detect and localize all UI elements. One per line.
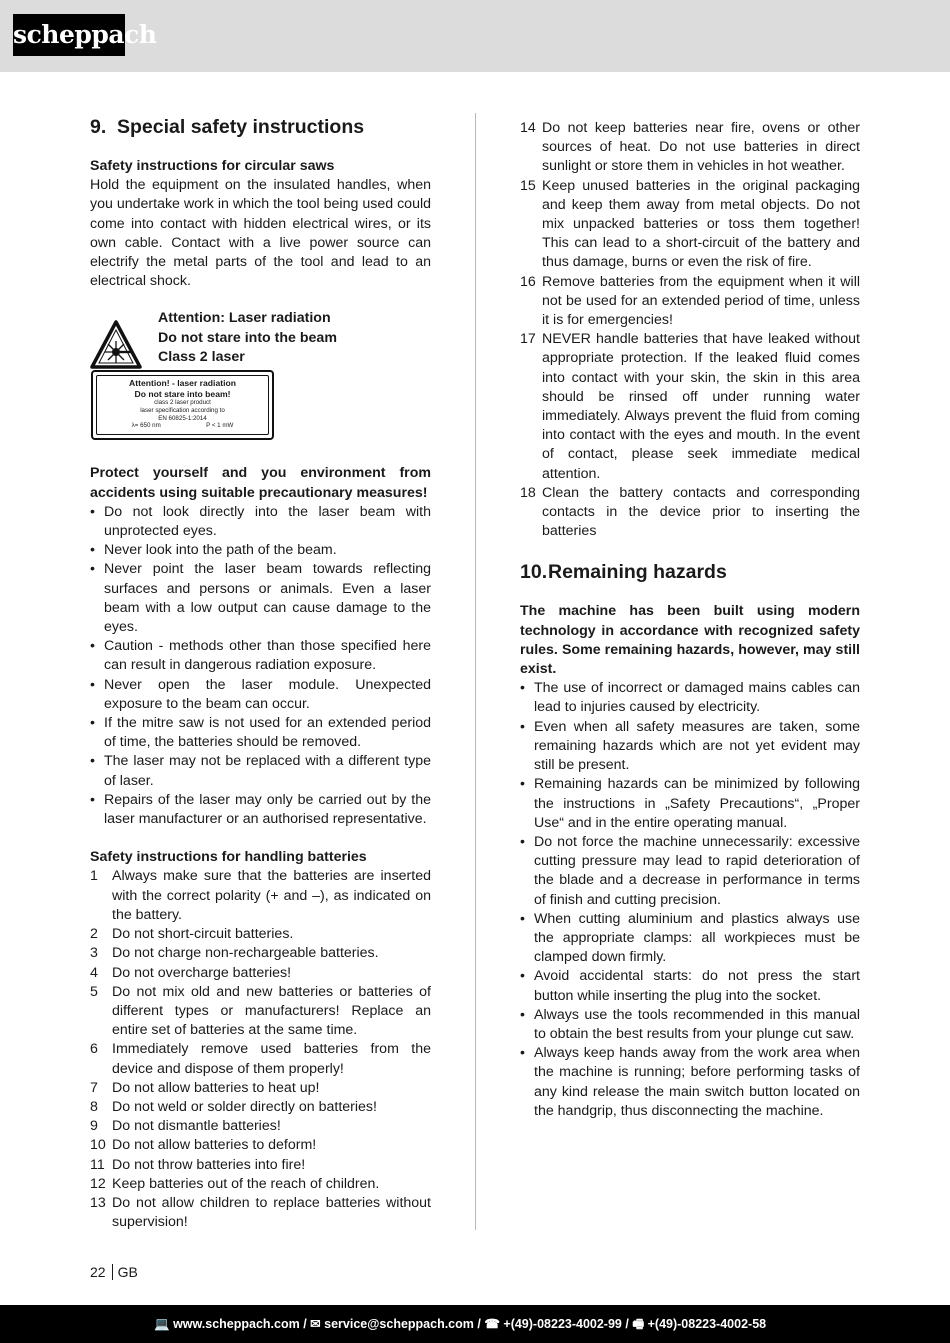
list-item: 4 Do not overcharge batteries! <box>90 964 292 981</box>
mail-icon: ✉ <box>310 1317 321 1331</box>
list-item: 6 Immediately remove used batteries from the device and dispose of them properly! <box>90 1041 431 1077</box>
laser-warning-text: Attention: Laser radiation Do not stare into the beam Class 2 laser <box>158 310 337 365</box>
list-item: 9 Do not dismantle batteries! <box>90 1118 281 1135</box>
list-item: 5 Do not mix old and new batteries or batteries of different types or manufacturers! Replace an entire set of batteries at the same time. <box>90 983 431 1039</box>
list-item: 18 Clean the battery contacts and corresponding contacts in the device prior to inserting the batteries <box>520 484 860 540</box>
list-item: • Never look into the path of the beam. <box>90 541 431 560</box>
laser-bullet-list <box>90 503 431 829</box>
email-link[interactable]: service@scheppach.com / <box>324 1317 481 1331</box>
batteries-heading: Safety instructions for handling batteries <box>90 849 367 866</box>
computer-icon: 💻 <box>154 1317 170 1331</box>
list-item: • When cutting aluminium and plastics always use the appropriate clamps: all workpieces must be clamped down firmly. <box>520 910 860 968</box>
laser-warning <box>90 310 431 464</box>
list-item: 10 Do not allow batteries to deform! <box>90 1137 317 1154</box>
list-item: • If the mitre saw is not used for an extended period of time, the batteries should be removed. <box>90 714 431 752</box>
phone-number: +(49)-08223-4002-99 / <box>503 1317 629 1331</box>
list-item: • Repairs of the laser may only be carried out by the laser manufacturer or an authorised representative. <box>90 791 431 829</box>
remaining-hazards-intro: The machine has been built using modern technology in accordance with recognized safety rules. Some remaining hazards, however, may still exist. <box>520 603 860 678</box>
website-link[interactable]: www.scheppach.com / <box>173 1317 307 1331</box>
circular-saws-heading: Safety instructions for circular saws <box>90 158 335 174</box>
list-item: • Never open the laser module. Unexpected exposure to the beam can occur. <box>90 676 431 714</box>
list-item: 13 Do not allow children to replace batteries without supervision! <box>90 1194 431 1231</box>
list-item: • Even when all safety measures are taken, some remaining hazards which are not yet evident may still be present. <box>520 718 860 776</box>
list-item: 11 Do not throw batteries into fire! <box>90 1156 306 1173</box>
list-item: • Always keep hands away from the work area when the machine is running; before performing tasks of any kind release the main switch button located on the handgrip, thus disconnecting the machine. <box>520 1044 860 1121</box>
list-item: • Remaining hazards can be minimized by following the instructions in „Safety Precautions“, „Proper Use“ and in the entire operating manual. <box>520 775 860 833</box>
hazards-bullet-list <box>520 679 860 1121</box>
left-column <box>90 112 431 1232</box>
list-item: 2 Do not short-circuit batteries. <box>90 926 294 943</box>
laser-label-sticker: Attention! - laser radiation Do not stare into beam! class 2 laser product laser specification according to EN 60825-1:2014 λ= 650 nm P < 1 mW <box>91 370 274 440</box>
list-item: • Do not look directly into the laser beam with unprotected eyes. <box>90 503 431 541</box>
list-item: 14 Do not keep batteries near fire, ovens or other sources of heat. Do not use batteries in direct sunlight or store them in vehicles in hot weather. <box>520 120 860 175</box>
list-item: 7 Do not allow batteries to heat up! <box>90 1079 320 1096</box>
list-item: 17 NEVER handle batteries that have leaked without appropriate protection. If the leaked fluid comes into contact with your skin, the skin in this area should be rinsed off under running water immediately. Always prevent the fluid from coming into contact with the eyes and mouth. In the event of contact, please seek immediate medical attention. <box>520 331 860 482</box>
fax-number: +(49)-08223-4002-58 <box>647 1317 767 1331</box>
laser-warning-icon <box>90 320 142 370</box>
list-item: • Caution - methods other than those specified here can result in dangerous radiation exposure. <box>90 637 431 675</box>
list-item: • The use of incorrect or damaged mains cables can lead to injuries caused by electricity. <box>520 679 860 717</box>
list-item: 15 Keep unused batteries in the original packaging and keep them away from metal objects. Do not mix unpacked batteries or toss them together! This can lead to a short-circuit of the battery and thus damage, burns or even the risk of fire. <box>520 177 860 271</box>
battery-list-continued <box>520 119 860 541</box>
list-item: 16 Remove batteries from the equipment when it will not be used for an extended period of time, unless it is for emergencies! <box>520 273 860 329</box>
column-divider <box>475 113 476 1230</box>
list-item: 12 Keep batteries out of the reach of children. <box>90 1175 380 1192</box>
list-item: • Always use the tools recommended in this manual to obtain the best results from your plunge cut saw. <box>520 1006 860 1044</box>
protect-heading: Protect yourself and you environment from accidents using suitable precautionary measures! <box>90 465 431 501</box>
list-item: 8 Do not weld or solder directly on batteries! <box>90 1098 377 1115</box>
circular-saws-body: Hold the equipment on the insulated handles, when you undertake work in which the tool being used could come into contact with hidden electrical wires, or its own cable. Contact with a live power source can electrify the metal parts of the tool and lead to an electrical shock. <box>90 177 431 290</box>
battery-list <box>90 867 431 1232</box>
fax-icon: 🖷 <box>632 1317 645 1331</box>
list-item: • Never point the laser beam towards reflecting surfaces and persons or animals. Even a laser beam with a low output can cause damage to the eyes. <box>90 560 431 637</box>
header-bar <box>0 0 950 72</box>
list-item: • The laser may not be replaced with a different type of laser. <box>90 752 431 790</box>
footer-bar <box>0 1305 950 1343</box>
list-item: 3 Do not charge non-rechargeable batteries. <box>90 945 379 962</box>
list-item: 1 Always make sure that the batteries are inserted with the correct polarity (+ and –), as indicated on the battery. <box>90 868 431 923</box>
right-column <box>520 119 860 1121</box>
page-number: 22 GB <box>90 1264 138 1280</box>
section-9-title: 9. Special safety instructions <box>90 116 365 138</box>
scheppach-logo: scheppach <box>13 14 125 56</box>
list-item: • Do not force the machine unnecessarily: excessive cutting pressure may lead to rapid deterioration of the blade and a decrease in performance in terms of finish and cutting precision. <box>520 833 860 910</box>
list-item: • Avoid accidental starts: do not press the start button while inserting the plug into the socket. <box>520 967 860 1005</box>
section-10-title: 10.Remaining hazards <box>520 561 727 584</box>
phone-icon: ☎ <box>484 1317 500 1331</box>
